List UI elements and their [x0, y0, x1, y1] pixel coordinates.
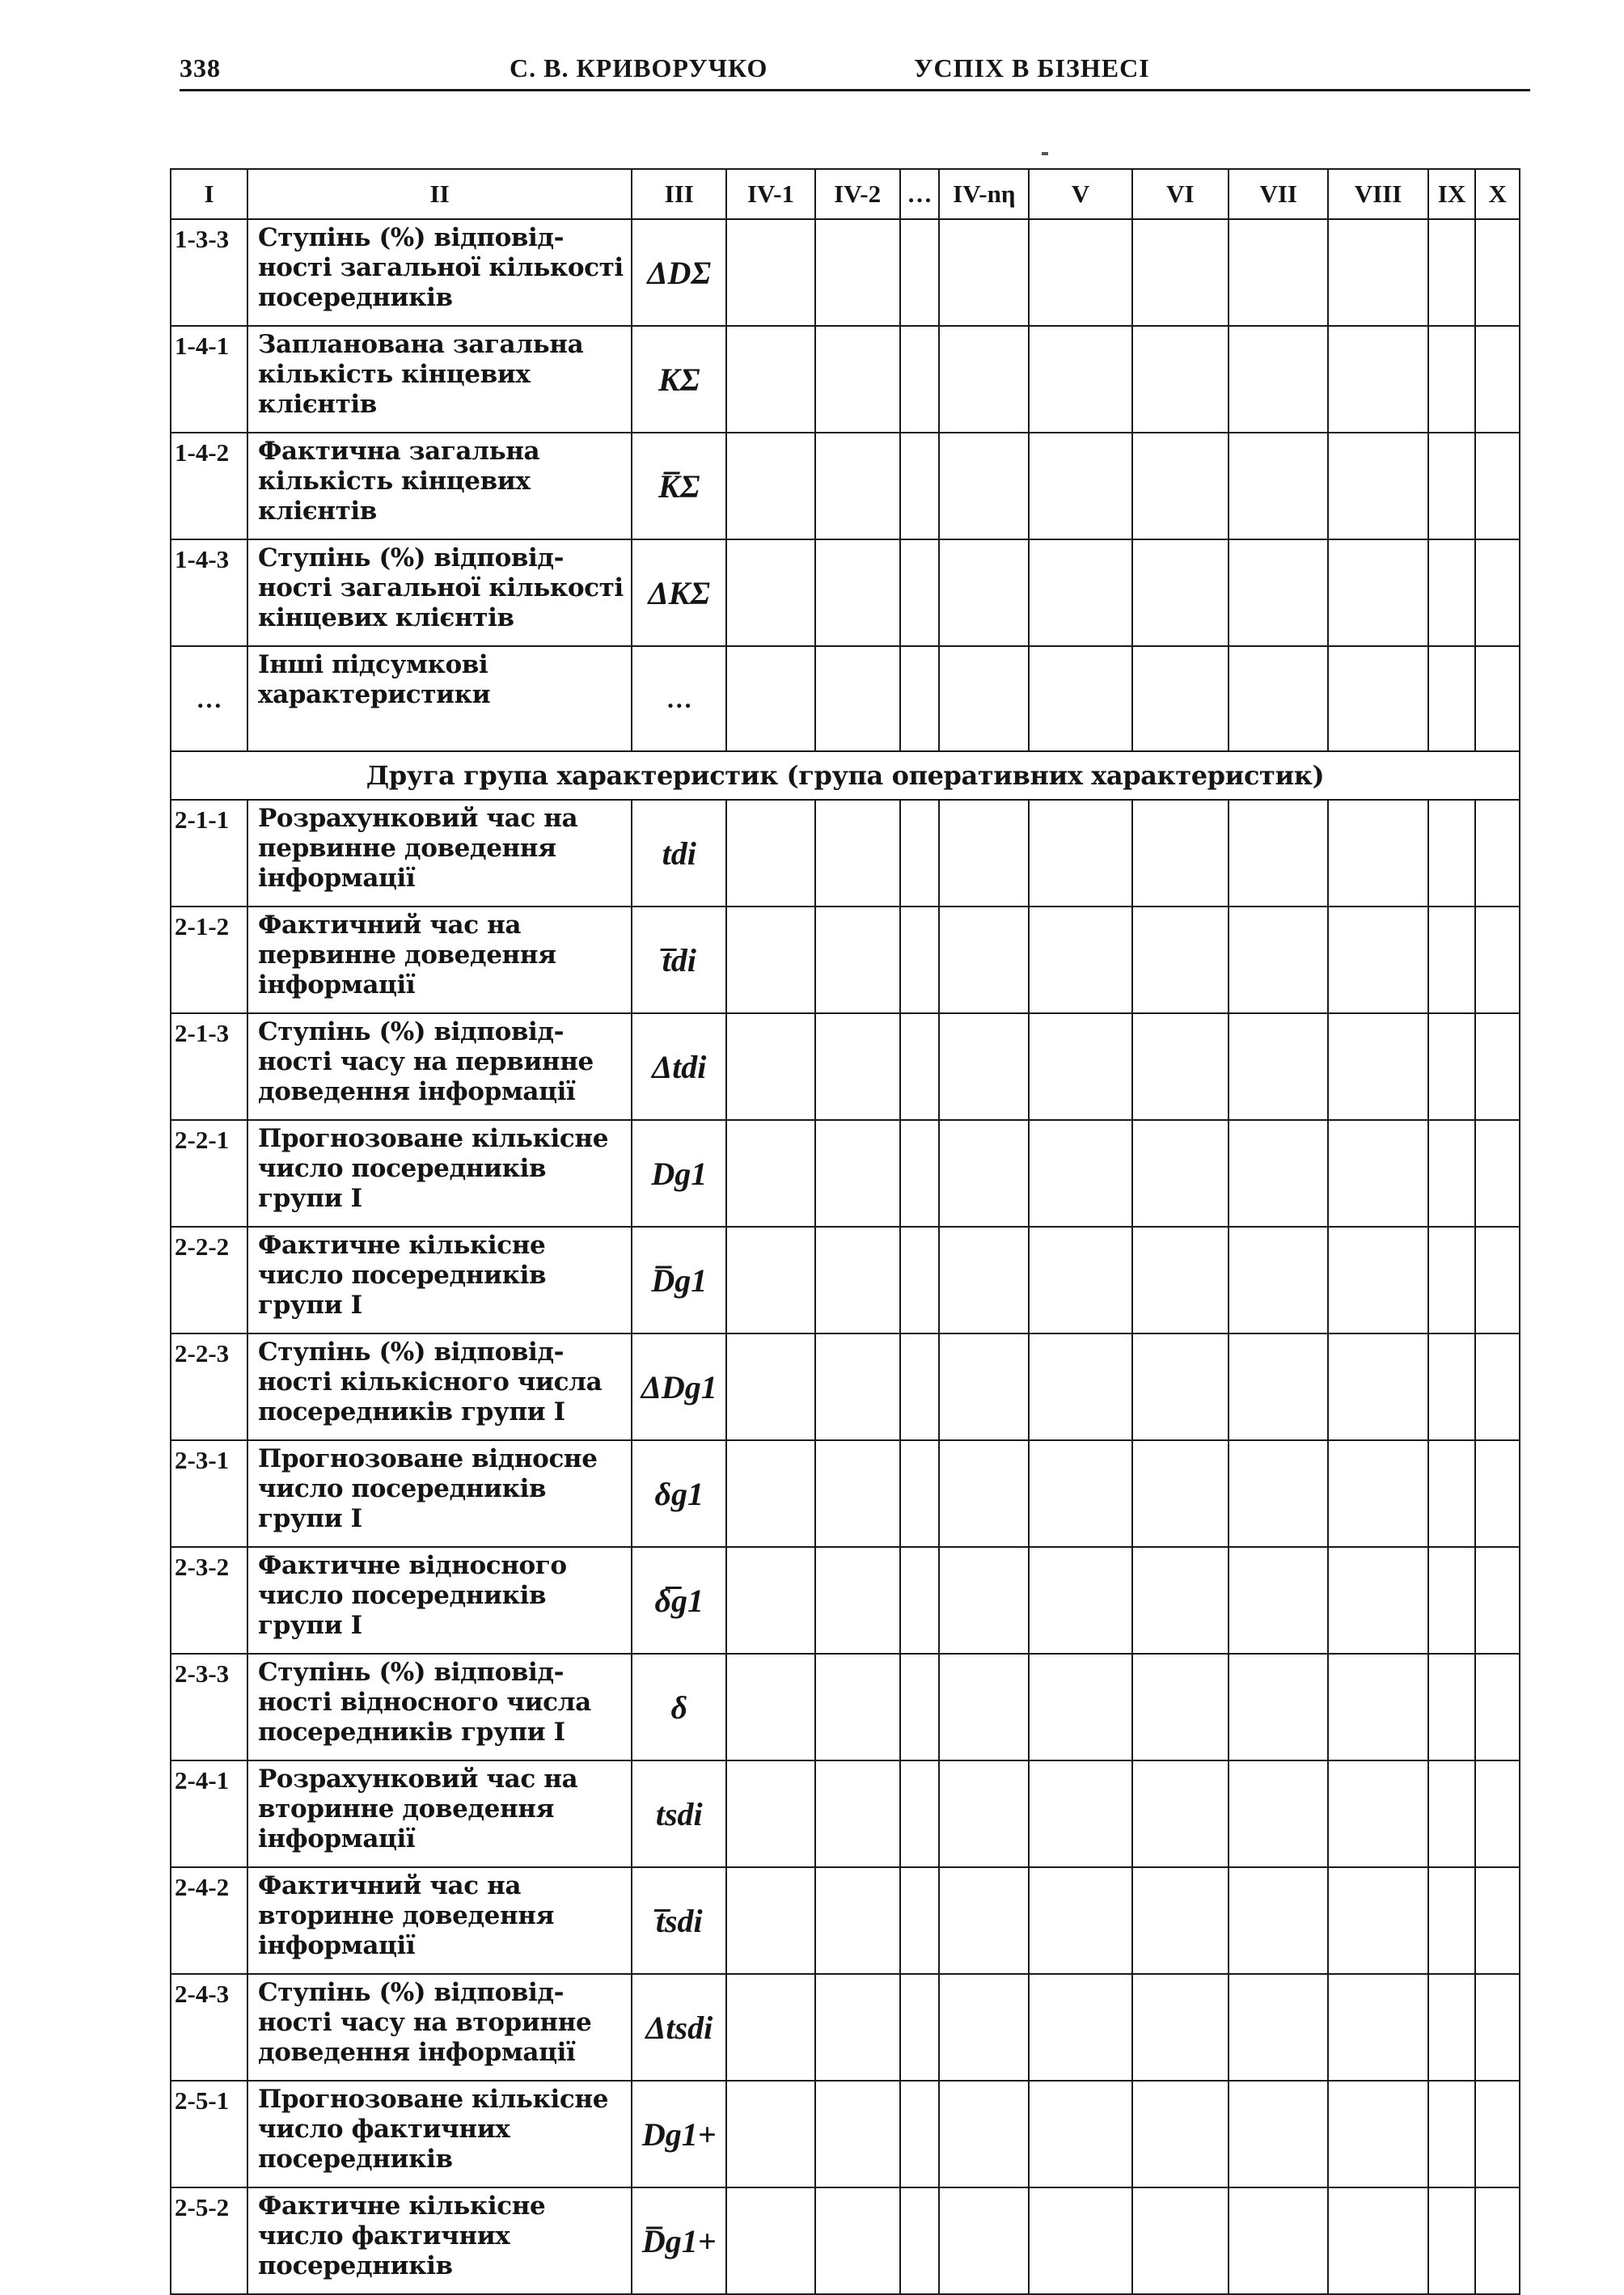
column-header: IV-1 — [726, 169, 814, 219]
empty-cell — [1132, 539, 1229, 646]
empty-cell — [1132, 1227, 1229, 1333]
empty-cell — [939, 1120, 1029, 1227]
empty-cell — [815, 1333, 900, 1440]
empty-cell — [939, 219, 1029, 326]
row-code: 1-4-3 — [171, 539, 247, 646]
column-header: VII — [1229, 169, 1328, 219]
row-symbol: δg1 — [632, 1440, 726, 1547]
empty-cell — [1229, 1547, 1328, 1654]
row-code: 2-1-2 — [171, 907, 247, 1013]
column-header: … — [900, 169, 940, 219]
empty-cell — [939, 326, 1029, 433]
empty-cell — [1475, 1974, 1520, 2081]
row-description: Ступінь (%) відповід-ності відносного числа посередників групи I — [247, 1654, 632, 1760]
row-symbol: Δtsdi — [632, 1974, 726, 2081]
empty-cell — [1132, 907, 1229, 1013]
empty-cell — [1029, 1547, 1131, 1654]
row-code: 1-4-1 — [171, 326, 247, 433]
row-description: Ступінь (%) відповід-ності загальної кількості посередників — [247, 219, 632, 326]
empty-cell — [1029, 646, 1131, 751]
empty-cell — [1132, 646, 1229, 751]
empty-cell — [939, 1227, 1029, 1333]
empty-cell — [726, 1120, 814, 1227]
empty-cell — [1328, 2081, 1427, 2187]
empty-cell — [815, 326, 900, 433]
empty-cell — [726, 433, 814, 539]
row-symbol: δ̅g1 — [632, 1547, 726, 1654]
empty-cell — [1029, 1760, 1131, 1867]
row-code: 2-1-1 — [171, 800, 247, 907]
empty-cell — [1229, 1654, 1328, 1760]
group-heading-row — [171, 751, 1520, 800]
empty-cell — [939, 1760, 1029, 1867]
empty-cell — [1428, 800, 1476, 907]
empty-cell — [1229, 1013, 1328, 1120]
empty-cell — [1328, 326, 1427, 433]
empty-cell — [900, 2081, 940, 2187]
row-code: 1-3-3 — [171, 219, 247, 326]
empty-cell — [1328, 1120, 1427, 1227]
empty-cell — [1328, 1974, 1427, 2081]
empty-cell — [1328, 907, 1427, 1013]
empty-cell — [939, 1867, 1029, 1974]
empty-cell — [815, 1867, 900, 1974]
row-symbol: tdi — [632, 800, 726, 907]
empty-cell — [1229, 646, 1328, 751]
empty-cell — [1132, 1760, 1229, 1867]
empty-cell — [1229, 2081, 1328, 2187]
empty-cell — [1428, 1013, 1476, 1120]
table-row — [171, 2081, 1520, 2187]
empty-cell — [1475, 1867, 1520, 1974]
empty-cell — [939, 2081, 1029, 2187]
empty-cell — [1132, 1974, 1229, 2081]
empty-cell — [1428, 2187, 1476, 2294]
row-description: Розрахунковий час на первинне доведення інформації — [247, 800, 632, 907]
empty-cell — [1229, 1227, 1328, 1333]
row-code: 2-2-1 — [171, 1120, 247, 1227]
empty-cell — [1475, 800, 1520, 907]
column-header: V — [1029, 169, 1131, 219]
empty-cell — [1132, 1013, 1229, 1120]
empty-cell — [1328, 1440, 1427, 1547]
row-description: Розрахунковий час на вторинне доведення інформації — [247, 1760, 632, 1867]
empty-cell — [900, 326, 940, 433]
empty-cell — [1428, 646, 1476, 751]
empty-cell — [1328, 1654, 1427, 1760]
empty-cell — [1132, 433, 1229, 539]
row-code: 2-1-3 — [171, 1013, 247, 1120]
empty-cell — [900, 1760, 940, 1867]
row-description: Фактичне кількісне число посередників групи I — [247, 1227, 632, 1333]
empty-cell — [1029, 433, 1131, 539]
column-header: IV-2 — [815, 169, 900, 219]
row-symbol: t̅di — [632, 907, 726, 1013]
empty-cell — [815, 433, 900, 539]
empty-cell — [1029, 907, 1131, 1013]
empty-cell — [726, 1867, 814, 1974]
empty-cell — [1328, 1013, 1427, 1120]
empty-cell — [726, 1547, 814, 1654]
empty-cell — [900, 539, 940, 646]
column-header: VIII — [1328, 169, 1427, 219]
row-code: 2-4-2 — [171, 1867, 247, 1974]
table-row — [171, 907, 1520, 1013]
row-symbol: Δtdi — [632, 1013, 726, 1120]
empty-cell — [1475, 1227, 1520, 1333]
empty-cell — [1475, 433, 1520, 539]
table-row — [171, 1547, 1520, 1654]
row-description: Прогнозоване кількісне число фактичних посередників — [247, 2081, 632, 2187]
empty-cell — [815, 907, 900, 1013]
table-row — [171, 326, 1520, 433]
empty-cell — [1475, 2081, 1520, 2187]
empty-cell — [1132, 219, 1229, 326]
characteristics-table — [170, 168, 1520, 2295]
empty-cell — [815, 1547, 900, 1654]
book-title: УСПІХ В БІЗНЕСІ — [914, 53, 1150, 82]
row-description: Прогнозоване відносне число посередників групи I — [247, 1440, 632, 1547]
row-symbol: ΔDg1 — [632, 1333, 726, 1440]
row-description: Ступінь (%) відповід-ності часу на первинне доведення інформації — [247, 1013, 632, 1120]
table-row — [171, 1227, 1520, 1333]
empty-cell — [939, 1974, 1029, 2081]
empty-cell — [1428, 1227, 1476, 1333]
row-description: Фактичне відносного число посередників групи I — [247, 1547, 632, 1654]
empty-cell — [815, 1440, 900, 1547]
empty-cell — [900, 1440, 940, 1547]
empty-cell — [1229, 907, 1328, 1013]
empty-cell — [726, 1760, 814, 1867]
row-symbol: Dg1+ — [632, 2081, 726, 2187]
table-row — [171, 1867, 1520, 1974]
table-row — [171, 539, 1520, 646]
empty-cell — [1029, 326, 1131, 433]
empty-cell — [1428, 1120, 1476, 1227]
empty-cell — [1428, 907, 1476, 1013]
row-code: 2-3-1 — [171, 1440, 247, 1547]
column-header: VI — [1132, 169, 1229, 219]
empty-cell — [1132, 1120, 1229, 1227]
empty-cell — [1029, 1013, 1131, 1120]
empty-cell — [726, 646, 814, 751]
empty-cell — [1132, 1867, 1229, 1974]
table-row — [171, 1120, 1520, 1227]
empty-cell — [1475, 1547, 1520, 1654]
empty-cell — [815, 1227, 900, 1333]
table-row — [171, 1760, 1520, 1867]
row-symbol: t̅sdi — [632, 1867, 726, 1974]
empty-cell — [1328, 800, 1427, 907]
row-description: Фактичне кількісне число фактичних посередників — [247, 2187, 632, 2294]
table-row — [171, 1440, 1520, 1547]
row-symbol: Dg1 — [632, 1120, 726, 1227]
empty-cell — [815, 1013, 900, 1120]
row-code: 2-3-3 — [171, 1654, 247, 1760]
column-header: III — [632, 169, 726, 219]
empty-cell — [1475, 539, 1520, 646]
empty-cell — [1475, 907, 1520, 1013]
empty-cell — [1428, 1974, 1476, 2081]
row-symbol: δ — [632, 1654, 726, 1760]
row-code: 2-2-3 — [171, 1333, 247, 1440]
empty-cell — [900, 1013, 940, 1120]
empty-cell — [1132, 800, 1229, 907]
row-description: Запланована загальна кількість кінцевих клієнтів — [247, 326, 632, 433]
empty-cell — [900, 1867, 940, 1974]
empty-cell — [1229, 1440, 1328, 1547]
row-description: Прогнозоване кількісне число посередників групи I — [247, 1120, 632, 1227]
empty-cell — [815, 1760, 900, 1867]
empty-cell — [726, 907, 814, 1013]
empty-cell — [1328, 1333, 1427, 1440]
empty-cell — [900, 1654, 940, 1760]
table-row — [171, 1013, 1520, 1120]
empty-cell — [726, 539, 814, 646]
table-row — [171, 1974, 1520, 2081]
empty-cell — [1229, 800, 1328, 907]
column-header: II — [247, 169, 632, 219]
empty-cell — [939, 907, 1029, 1013]
empty-cell — [939, 1547, 1029, 1654]
empty-cell — [815, 539, 900, 646]
empty-cell — [1328, 433, 1427, 539]
group-title: Друга група характеристик (група оперативних характеристик) — [171, 751, 1520, 800]
row-symbol: tsdi — [632, 1760, 726, 1867]
empty-cell — [726, 2187, 814, 2294]
empty-cell — [1029, 800, 1131, 907]
empty-cell — [1029, 219, 1131, 326]
empty-cell — [1428, 2081, 1476, 2187]
empty-cell — [1229, 1867, 1328, 1974]
empty-cell — [1428, 1440, 1476, 1547]
page-number: 338 — [180, 53, 221, 82]
empty-cell — [1229, 1974, 1328, 2081]
empty-cell — [900, 1547, 940, 1654]
empty-cell — [1229, 1120, 1328, 1227]
empty-cell — [726, 2081, 814, 2187]
row-description: Ступінь (%) відповід-ності загальної кількості кінцевих клієнтів — [247, 539, 632, 646]
empty-cell — [1475, 1440, 1520, 1547]
empty-cell — [726, 800, 814, 907]
table-row — [171, 1333, 1520, 1440]
empty-cell — [1328, 1760, 1427, 1867]
empty-cell — [1475, 219, 1520, 326]
row-code: 2-5-2 — [171, 2187, 247, 2294]
row-description: Ступінь (%) відповід-ності кількісного числа посередників групи I — [247, 1333, 632, 1440]
empty-cell — [939, 433, 1029, 539]
table-header-row — [171, 169, 1520, 219]
empty-cell — [815, 800, 900, 907]
row-symbol: K̅Σ — [632, 433, 726, 539]
empty-cell — [939, 800, 1029, 907]
empty-cell — [1328, 646, 1427, 751]
empty-cell — [1475, 646, 1520, 751]
empty-cell — [1132, 1547, 1229, 1654]
empty-cell — [1029, 1974, 1131, 2081]
table-row — [171, 800, 1520, 907]
empty-cell — [726, 1974, 814, 2081]
empty-cell — [1229, 2187, 1328, 2294]
empty-cell — [1029, 2187, 1131, 2294]
empty-cell — [815, 2081, 900, 2187]
table-row — [171, 646, 1520, 751]
empty-cell — [1328, 2187, 1427, 2294]
empty-cell — [939, 1013, 1029, 1120]
row-symbol: ΔDΣ — [632, 219, 726, 326]
column-header: IV-nη — [939, 169, 1029, 219]
empty-cell — [1229, 1333, 1328, 1440]
row-code: 2-4-3 — [171, 1974, 247, 2081]
row-symbol: D̅g1 — [632, 1227, 726, 1333]
empty-cell — [900, 1333, 940, 1440]
running-header — [180, 49, 1530, 91]
empty-cell — [815, 646, 900, 751]
empty-cell — [1428, 539, 1476, 646]
empty-cell — [1029, 539, 1131, 646]
empty-cell — [1328, 1867, 1427, 1974]
row-description: Інші підсумкові характеристики — [247, 646, 632, 751]
empty-cell — [939, 1654, 1029, 1760]
empty-cell — [1428, 1867, 1476, 1974]
column-header: X — [1475, 169, 1520, 219]
empty-cell — [900, 433, 940, 539]
empty-cell — [815, 2187, 900, 2294]
empty-cell — [1328, 1227, 1427, 1333]
empty-cell — [1229, 326, 1328, 433]
empty-cell — [1475, 1013, 1520, 1120]
empty-cell — [1475, 1333, 1520, 1440]
row-code: 1-4-2 — [171, 433, 247, 539]
column-header: I — [171, 169, 247, 219]
empty-cell — [900, 2187, 940, 2294]
empty-cell — [726, 1333, 814, 1440]
table-row — [171, 219, 1520, 326]
empty-cell — [1132, 1333, 1229, 1440]
empty-cell — [1328, 1547, 1427, 1654]
author-name: С. В. КРИВОРУЧКО — [510, 53, 768, 82]
table-row — [171, 2187, 1520, 2294]
empty-cell — [900, 646, 940, 751]
empty-cell — [1428, 1333, 1476, 1440]
column-header: IX — [1428, 169, 1476, 219]
empty-cell — [815, 1120, 900, 1227]
table-row — [171, 433, 1520, 539]
empty-cell — [1132, 1654, 1229, 1760]
empty-cell — [1229, 219, 1328, 326]
row-code: … — [171, 646, 247, 751]
empty-cell — [939, 646, 1029, 751]
empty-cell — [1132, 2081, 1229, 2187]
empty-cell — [1029, 1654, 1131, 1760]
empty-cell — [1475, 326, 1520, 433]
empty-cell — [1428, 1547, 1476, 1654]
empty-cell — [939, 539, 1029, 646]
empty-cell — [726, 1440, 814, 1547]
empty-cell — [1229, 433, 1328, 539]
empty-cell — [1132, 2187, 1229, 2294]
empty-cell — [900, 1227, 940, 1333]
row-description: Фактична загальна кількість кінцевих клієнтів — [247, 433, 632, 539]
empty-cell — [1328, 219, 1427, 326]
empty-cell — [726, 1013, 814, 1120]
empty-cell — [726, 219, 814, 326]
empty-cell — [1475, 1760, 1520, 1867]
empty-cell — [815, 219, 900, 326]
empty-cell — [1428, 1654, 1476, 1760]
empty-cell — [900, 907, 940, 1013]
empty-cell — [726, 1227, 814, 1333]
empty-cell — [900, 219, 940, 326]
empty-cell — [726, 326, 814, 433]
empty-cell — [939, 1333, 1029, 1440]
row-code: 2-3-2 — [171, 1547, 247, 1654]
empty-cell — [900, 1120, 940, 1227]
row-symbol: ΔKΣ — [632, 539, 726, 646]
empty-cell — [1132, 326, 1229, 433]
empty-cell — [939, 1440, 1029, 1547]
empty-cell — [1229, 1760, 1328, 1867]
empty-cell — [1428, 1760, 1476, 1867]
empty-cell — [1029, 1333, 1131, 1440]
empty-cell — [1132, 1440, 1229, 1547]
empty-cell — [1029, 1867, 1131, 1974]
row-code: 2-5-1 — [171, 2081, 247, 2187]
empty-cell — [1428, 219, 1476, 326]
row-code: 2-4-1 — [171, 1760, 247, 1867]
empty-cell — [1328, 539, 1427, 646]
empty-cell — [1428, 326, 1476, 433]
row-symbol: D̅g1+ — [632, 2187, 726, 2294]
empty-cell — [815, 1974, 900, 2081]
row-description: Фактичний час на вторинне доведення інформації — [247, 1867, 632, 1974]
empty-cell — [1029, 1440, 1131, 1547]
empty-cell — [1229, 539, 1328, 646]
empty-cell — [1029, 1227, 1131, 1333]
empty-cell — [900, 1974, 940, 2081]
empty-cell — [900, 800, 940, 907]
stray-mark — [1042, 152, 1048, 155]
row-description: Ступінь (%) відповід-ності часу на вторинне доведення інформації — [247, 1974, 632, 2081]
table-row — [171, 1654, 1520, 1760]
row-symbol: KΣ — [632, 326, 726, 433]
empty-cell — [726, 1654, 814, 1760]
empty-cell — [1029, 1120, 1131, 1227]
empty-cell — [1428, 433, 1476, 539]
row-code: 2-2-2 — [171, 1227, 247, 1333]
empty-cell — [939, 2187, 1029, 2294]
row-description: Фактичний час на первинне доведення інформації — [247, 907, 632, 1013]
empty-cell — [1475, 2187, 1520, 2294]
empty-cell — [1475, 1120, 1520, 1227]
empty-cell — [815, 1654, 900, 1760]
row-symbol: … — [632, 646, 726, 751]
empty-cell — [1475, 1654, 1520, 1760]
empty-cell — [1029, 2081, 1131, 2187]
